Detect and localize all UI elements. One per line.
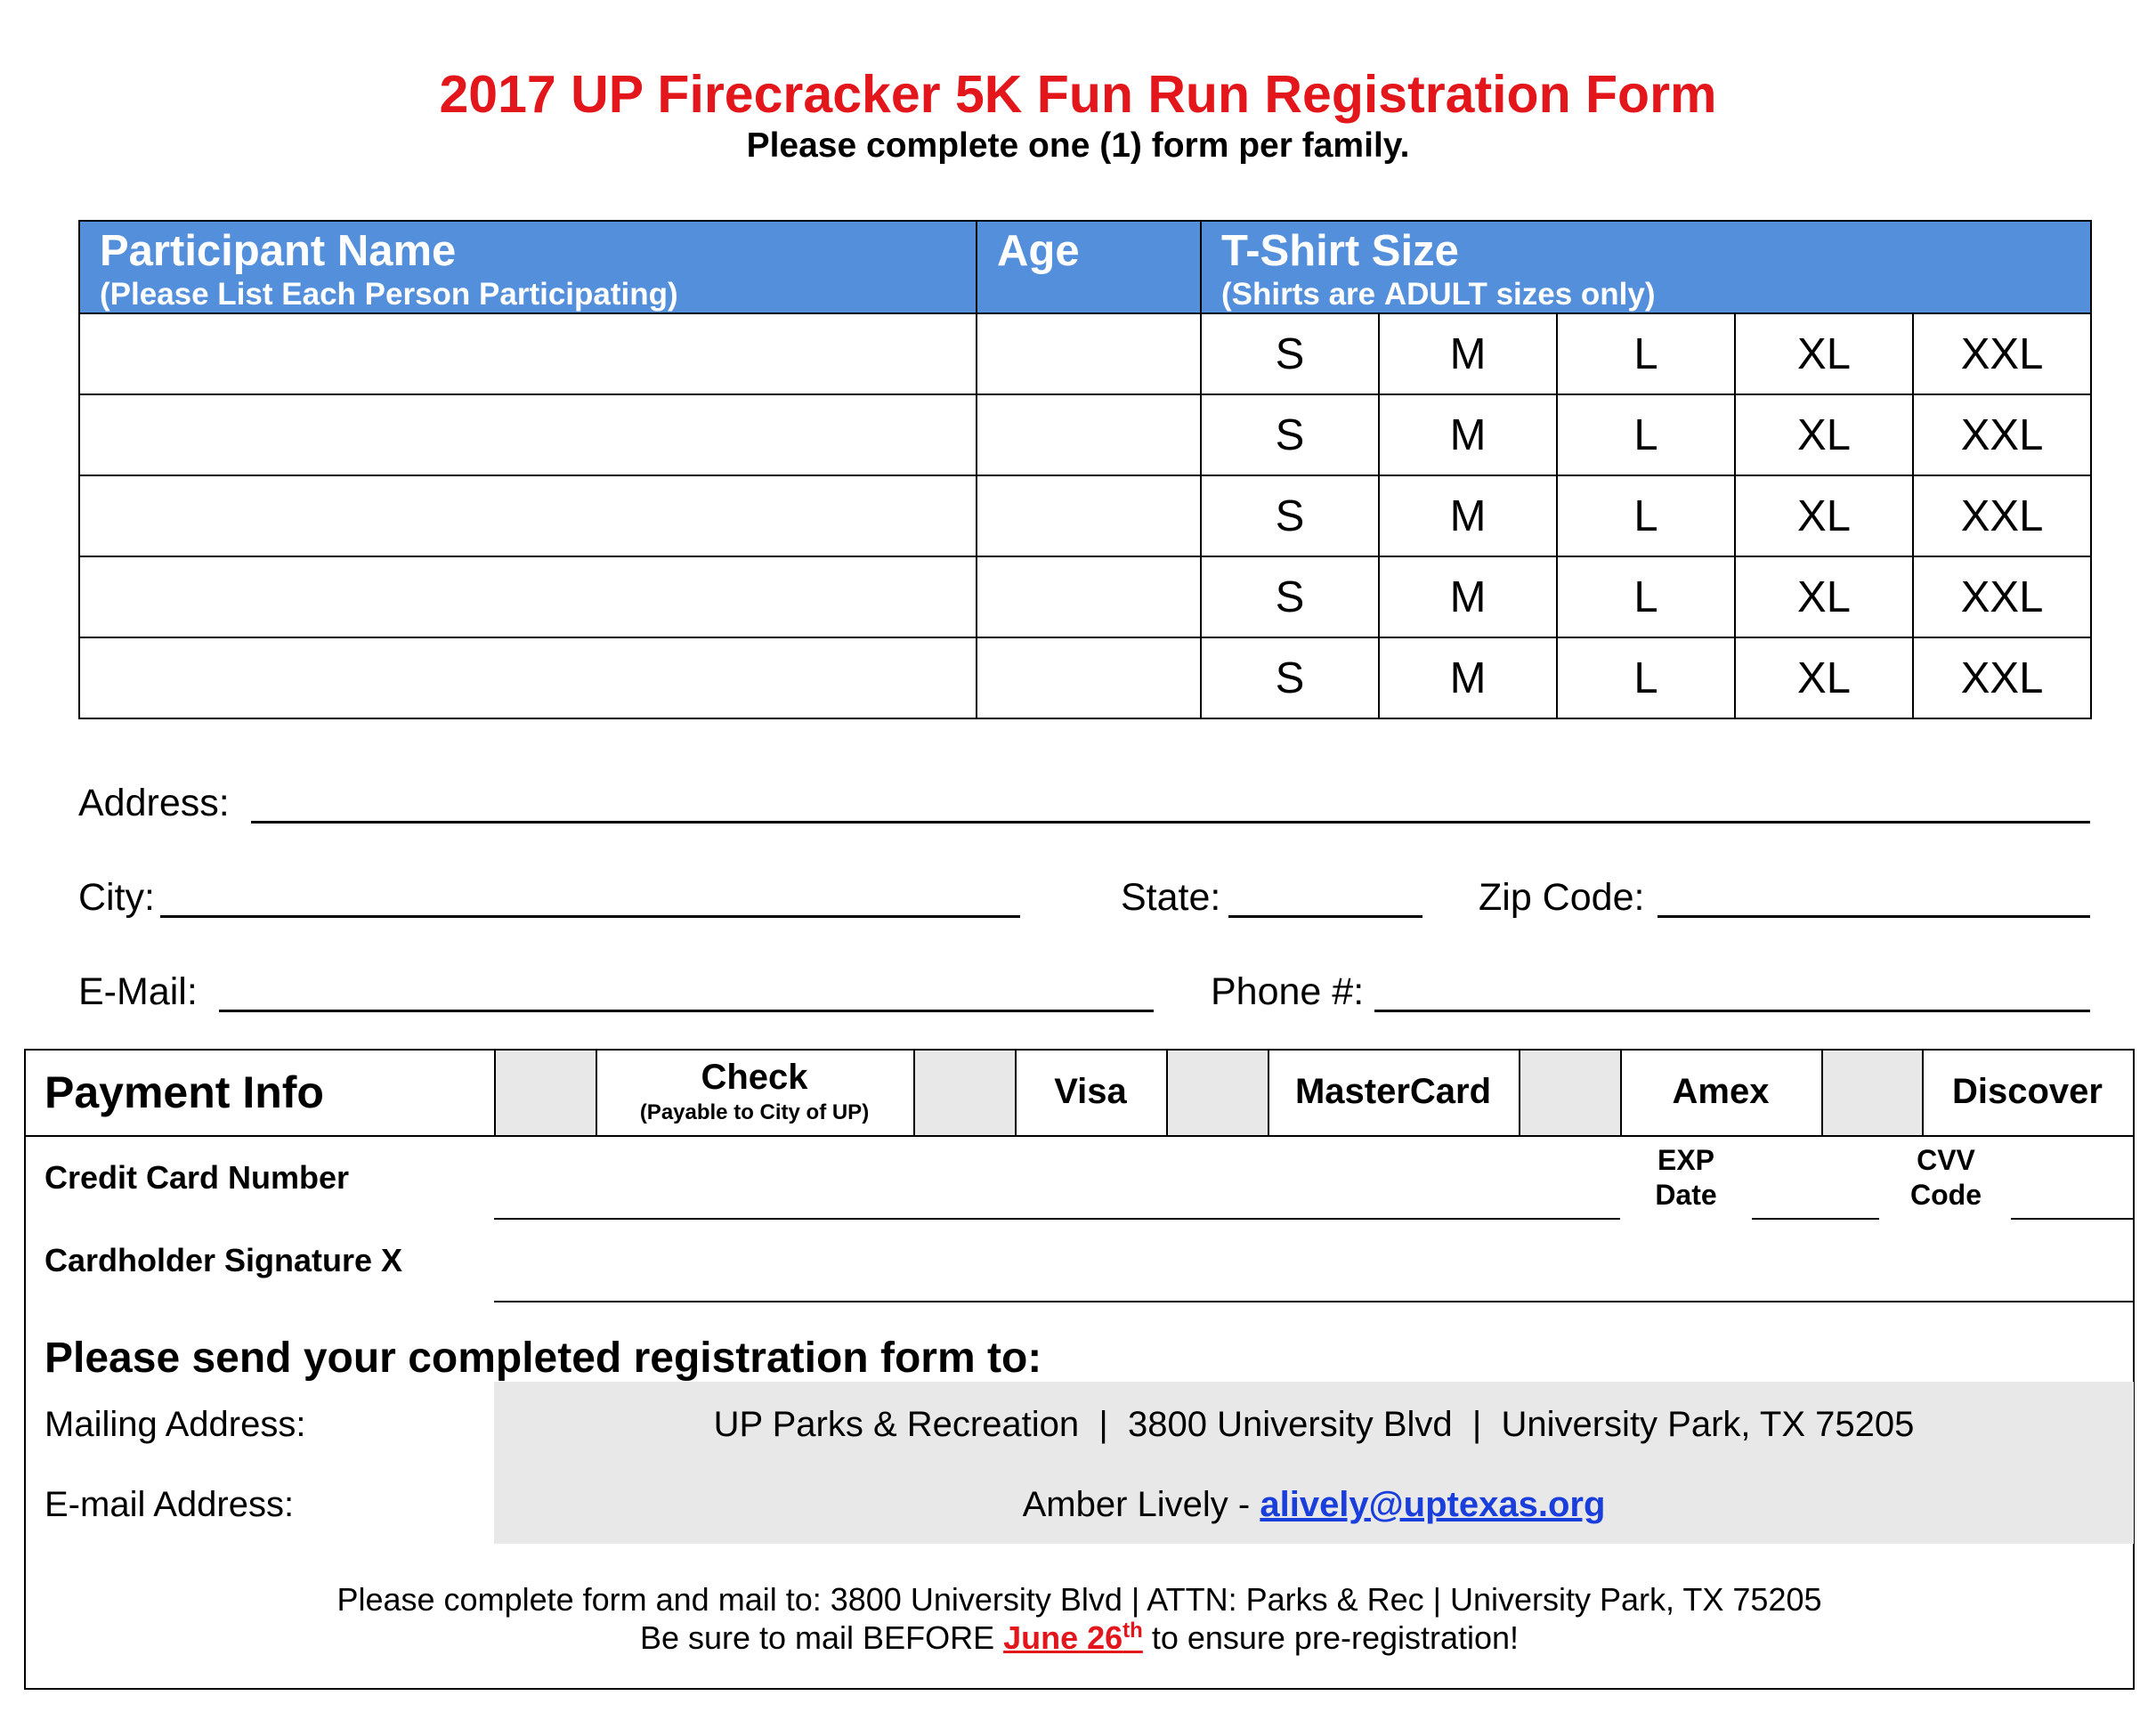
participants-body bbox=[79, 313, 2091, 718]
visa-checkbox[interactable] bbox=[914, 1051, 1015, 1135]
participant-age-cell[interactable] bbox=[977, 556, 1201, 637]
credit-card-number-label: Credit Card Number bbox=[45, 1159, 350, 1196]
exp-date-line[interactable] bbox=[1752, 1218, 1879, 1220]
send-heading: Please send your completed registration form to: bbox=[45, 1335, 1042, 1382]
mastercard-checkbox[interactable] bbox=[1167, 1051, 1268, 1135]
cardholder-signature-label: Cardholder Signature X bbox=[45, 1242, 403, 1278]
participant-name-cell[interactable] bbox=[79, 313, 977, 394]
participant-name-cell[interactable] bbox=[79, 475, 977, 556]
shirt-size-option-m[interactable]: M bbox=[1379, 394, 1557, 475]
zip-label: Zip Code: bbox=[1479, 876, 1645, 919]
discover-label: Discover bbox=[1952, 1072, 2103, 1111]
mastercard-label: MasterCard bbox=[1294, 1072, 1492, 1111]
shirt-size-option-m[interactable]: M bbox=[1379, 637, 1557, 718]
visa-label: Visa bbox=[1054, 1072, 1127, 1111]
header-tshirt-size bbox=[1201, 221, 2091, 313]
shirt-size-option-s[interactable]: S bbox=[1201, 475, 1379, 556]
participant-row bbox=[79, 637, 2091, 718]
shirt-size-option-l[interactable]: L bbox=[1557, 475, 1735, 556]
header-name-label: Participant Name bbox=[100, 227, 457, 275]
participants-table bbox=[78, 220, 2092, 719]
shirt-size-option-xxl[interactable]: XXL bbox=[1913, 394, 2091, 475]
check-label: Check bbox=[701, 1058, 808, 1097]
shirt-size-option-xxl[interactable]: XXL bbox=[1913, 313, 2091, 394]
shirt-size-option-l[interactable]: L bbox=[1557, 313, 1735, 394]
phone-label: Phone #: bbox=[1211, 970, 1365, 1013]
check-checkbox[interactable] bbox=[495, 1051, 596, 1135]
form-title: 2017 UP Firecracker 5K Fun Run Registration Form bbox=[439, 65, 1717, 124]
address-input-line[interactable] bbox=[251, 821, 2090, 824]
cardholder-signature-line[interactable] bbox=[494, 1301, 2134, 1302]
participant-row bbox=[79, 313, 2091, 394]
state-label: State: bbox=[1121, 876, 1221, 919]
participant-age-cell[interactable] bbox=[977, 637, 1201, 718]
payment-col-divider bbox=[1166, 1049, 1168, 1135]
amex-checkbox[interactable] bbox=[1520, 1051, 1620, 1135]
shirt-size-option-xl[interactable]: XL bbox=[1735, 556, 1913, 637]
email-address-label: E-mail Address: bbox=[45, 1485, 295, 1524]
check-note: (Payable to City of UP) bbox=[639, 1100, 870, 1124]
participant-name-cell[interactable] bbox=[79, 394, 977, 475]
phone-input-line[interactable] bbox=[1374, 1010, 2090, 1012]
shirt-size-option-m[interactable]: M bbox=[1379, 475, 1557, 556]
zip-input-line[interactable] bbox=[1658, 915, 2090, 918]
footer-deadline: Be sure to mail BEFORE June 26th to ensure pre-registration! bbox=[639, 1619, 1520, 1656]
address-label: Address: bbox=[78, 782, 230, 824]
payment-info-heading: Payment Info bbox=[45, 1067, 324, 1117]
header-shirt-label: T-Shirt Size bbox=[1221, 227, 1459, 275]
mailing-address-value: UP Parks & Recreation | 3800 University Blvd | University Park, TX 75205 bbox=[713, 1405, 1915, 1444]
shirt-size-option-s[interactable]: S bbox=[1201, 313, 1379, 394]
email-link[interactable]: alively@uptexas.org bbox=[1260, 1485, 1606, 1524]
mailing-address-label: Mailing Address: bbox=[45, 1405, 306, 1444]
header-participant-name bbox=[79, 221, 977, 313]
deadline-date: June 26th bbox=[1003, 1619, 1143, 1656]
footer-instructions: Please complete form and mail to: 3800 University Blvd | ATTN: Parks & Rec | University Park, TX 75205 bbox=[336, 1581, 1822, 1618]
header-age-label: Age bbox=[997, 227, 1080, 275]
payment-col-divider bbox=[913, 1049, 915, 1135]
payment-row-divider bbox=[24, 1135, 2135, 1137]
exp-date-label: EXP Date bbox=[1655, 1144, 1717, 1211]
city-label: City: bbox=[78, 876, 155, 919]
shirt-size-option-xl[interactable]: XL bbox=[1735, 313, 1913, 394]
shirt-size-option-xxl[interactable]: XXL bbox=[1913, 475, 2091, 556]
payment-col-divider bbox=[494, 1049, 496, 1135]
cvv-code-line[interactable] bbox=[2011, 1218, 2134, 1220]
email-input-line[interactable] bbox=[219, 1010, 1154, 1012]
participant-row bbox=[79, 394, 2091, 475]
shirt-size-option-xl[interactable]: XL bbox=[1735, 475, 1913, 556]
shirt-size-option-s[interactable]: S bbox=[1201, 556, 1379, 637]
participant-row bbox=[79, 556, 2091, 637]
shirt-size-option-xl[interactable]: XL bbox=[1735, 637, 1913, 718]
email-address-value: Amber Lively - alively@uptexas.org bbox=[1022, 1485, 1606, 1524]
participant-name-cell[interactable] bbox=[79, 637, 977, 718]
shirt-size-option-xl[interactable]: XL bbox=[1735, 394, 1913, 475]
header-shirt-note: (Shirts are ADULT sizes only) bbox=[1221, 277, 1656, 312]
shirt-size-option-m[interactable]: M bbox=[1379, 313, 1557, 394]
participants-header-row bbox=[79, 221, 2091, 313]
participant-name-cell[interactable] bbox=[79, 556, 977, 637]
shirt-size-option-l[interactable]: L bbox=[1557, 556, 1735, 637]
participant-age-cell[interactable] bbox=[977, 475, 1201, 556]
city-input-line[interactable] bbox=[160, 915, 1020, 918]
header-name-note: (Please List Each Person Participating) bbox=[100, 277, 678, 312]
shirt-size-option-xxl[interactable]: XXL bbox=[1913, 556, 2091, 637]
shirt-size-option-s[interactable]: S bbox=[1201, 394, 1379, 475]
state-input-line[interactable] bbox=[1228, 915, 1422, 918]
shirt-size-option-xxl[interactable]: XXL bbox=[1913, 637, 2091, 718]
credit-card-number-line[interactable] bbox=[494, 1218, 1620, 1220]
email-label: E-Mail: bbox=[78, 970, 198, 1013]
shirt-size-option-l[interactable]: L bbox=[1557, 637, 1735, 718]
form-subtitle: Please complete one (1) form per family. bbox=[746, 126, 1410, 165]
header-age bbox=[977, 221, 1201, 313]
participant-age-cell[interactable] bbox=[977, 394, 1201, 475]
cvv-code-label: CVV Code bbox=[1910, 1144, 1982, 1211]
payment-col-divider bbox=[1519, 1049, 1520, 1135]
shirt-size-option-s[interactable]: S bbox=[1201, 637, 1379, 718]
participant-age-cell[interactable] bbox=[977, 313, 1201, 394]
amex-label: Amex bbox=[1672, 1072, 1770, 1111]
shirt-size-option-m[interactable]: M bbox=[1379, 556, 1557, 637]
participant-row bbox=[79, 475, 2091, 556]
discover-checkbox[interactable] bbox=[1822, 1051, 1922, 1135]
shirt-size-option-l[interactable]: L bbox=[1557, 394, 1735, 475]
payment-col-divider bbox=[1821, 1049, 1823, 1135]
